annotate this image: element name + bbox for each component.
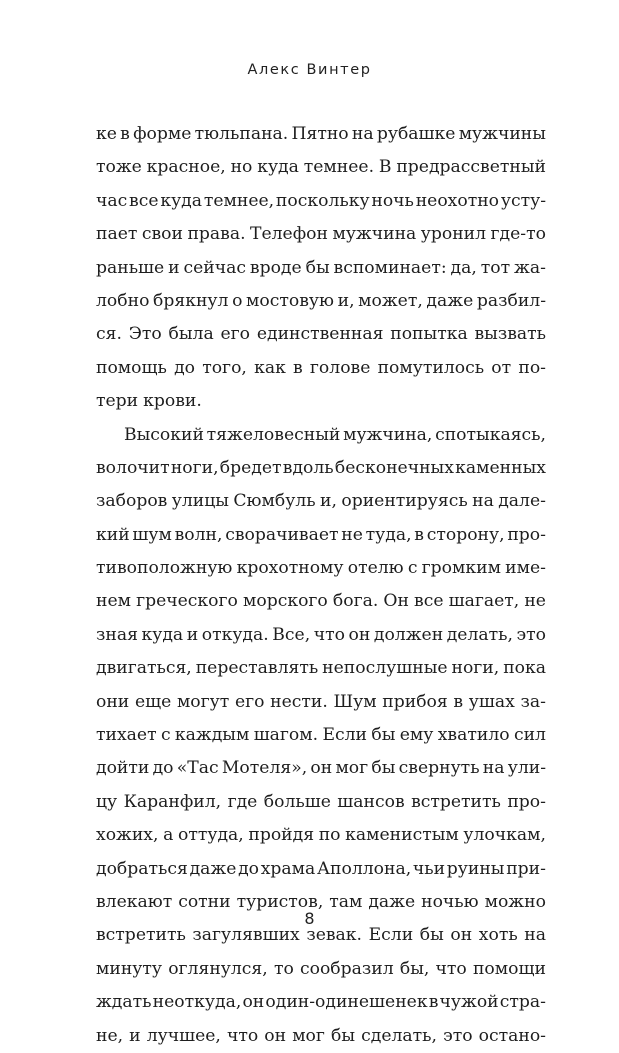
word: шагом. [253,725,319,746]
word: бредет [219,457,282,478]
word: темнее. [303,157,375,178]
word: волн, [174,524,223,545]
word: бы [419,925,444,946]
word: все [414,591,444,612]
word: куда [160,190,203,211]
word: ориентируясь [341,491,468,512]
word: улицы [171,491,229,512]
word: единственная [256,324,384,345]
word: нем [96,591,131,612]
word: при- [506,858,546,879]
text-line [96,252,546,285]
word: до [174,357,195,378]
word: туда, [365,524,412,545]
word: нести. [270,691,328,712]
word: сделать, [361,1025,437,1046]
word: вроде [249,257,302,278]
word: мужчины [458,124,546,144]
word: по- [518,357,546,378]
word: дойти [96,758,150,779]
text-line [96,986,546,1019]
text-line [96,452,546,485]
word: темнее, [203,190,275,211]
word: греческого [136,591,238,612]
text-line [96,185,546,218]
text-line [96,786,546,819]
word: про- [507,524,546,545]
word: ему [399,725,434,746]
text-line [96,652,546,685]
word: свои [141,224,183,245]
word: сворачивает [225,524,339,545]
word: рубашке [376,124,456,144]
word: в [120,124,130,144]
word: в [453,691,464,712]
word: сторону, [426,524,505,545]
word: неохотно [415,190,500,211]
text-line [96,118,546,151]
word: он [264,1025,287,1046]
word: он [348,624,371,645]
word: хватило [437,725,510,746]
word: на [472,491,494,512]
word: мужчина [332,224,417,245]
word: в [414,524,424,545]
word: того, [202,357,247,378]
word: чьи [412,858,446,879]
word: это [443,1025,473,1046]
word: мог [335,758,369,779]
word: и, [337,290,355,311]
text-line [96,585,546,618]
word: пает [96,224,138,245]
word: сил [513,725,546,746]
word: оглянулся, [168,958,268,979]
word: улочкам, [463,825,546,846]
word: Высокий [124,424,204,445]
text-line [96,352,546,385]
word: про- [507,791,546,812]
word: о [232,290,243,311]
word: форме [133,124,192,144]
word: бы [371,758,396,779]
word: встретить [411,791,501,812]
word: даже [426,290,474,311]
word: Аполлона, [317,858,412,879]
word: больше [263,791,331,812]
word: усту- [500,190,546,211]
word: стра- [499,992,546,1013]
word: бы [331,1025,356,1046]
word: помощи [472,958,546,979]
word: его [220,324,251,345]
word: тихает [96,725,157,746]
word: сотни [178,891,231,912]
word: каждым [174,725,250,746]
word: Он [383,591,409,612]
word: Каранфил, [123,791,222,812]
word: Это [128,324,162,345]
word: лобно [96,290,150,311]
word: бы [305,257,330,278]
word: влекают [96,891,173,912]
word: не, [96,1025,124,1046]
word: да, [450,257,477,278]
word: руины [446,858,505,879]
text-line [96,1020,546,1053]
word: тоже [96,157,142,178]
word: Мотеля», [221,758,308,779]
word: ночью [421,891,479,912]
word: ноги, [451,658,500,679]
word: и [186,624,199,645]
word: бы, [399,958,430,979]
word: прибоя [382,691,448,712]
word: бога. [332,591,379,612]
word: Шум [333,691,377,712]
word: встретить [96,925,186,946]
word: тот [480,257,511,278]
word: куда [141,624,184,645]
word: что [226,1025,259,1046]
word: может, [358,290,423,311]
word: неоткуда, [152,992,242,1013]
word: добраться [96,858,188,879]
word: В [378,157,392,178]
word: они [96,691,130,712]
word: с [407,558,418,579]
word: шансов [337,791,405,812]
word: как [254,357,286,378]
word: и [129,1025,141,1046]
word: Пятно [291,124,349,144]
word: это [516,624,546,645]
word: остано- [478,1025,546,1046]
word: его [234,691,265,712]
word: не [341,524,363,545]
text-line [96,719,546,752]
word: сообразил [299,958,394,979]
word: ке [96,124,117,144]
word: должен [373,624,444,645]
word: но [230,157,253,178]
word: в [293,357,303,378]
text-line [96,385,546,418]
word: там [329,891,363,912]
word: от [491,357,512,378]
word: ночь [371,190,414,211]
word: каменных [455,457,546,478]
word: где [227,791,258,812]
word: мужчина, [343,424,433,445]
word: права. [187,224,246,245]
word: волочит [96,457,170,478]
text-line [96,218,546,251]
word: Если [368,925,414,946]
word: ули- [507,758,546,779]
word: сейчас [183,257,246,278]
word: по [318,825,341,846]
word: име- [505,558,546,579]
word: спотыкаясь, [435,424,546,445]
text-line [96,619,546,652]
word: попытка [390,324,468,345]
word: с [160,725,171,746]
word: еще [134,691,172,712]
word: пройдя [248,825,315,846]
word: Телефон [250,224,328,245]
word: туристов, [236,891,324,912]
word: Все, [272,624,311,645]
word: шагает, [448,591,520,612]
word: зевак. [306,925,363,946]
word: цу [96,791,118,812]
text-line [96,519,546,552]
word: Если [322,725,368,746]
word: час [96,190,128,211]
word: ноги, [170,457,219,478]
word: на [524,925,546,946]
word: тяжеловесный [206,424,341,445]
word: уронил [420,224,487,245]
word: мостовую [246,290,334,311]
word: ся. [96,324,122,345]
word: крови. [143,391,202,412]
word: предрассветный [396,157,546,178]
word: храма [260,858,316,879]
word: зная [96,624,138,645]
word: крохотному [236,558,344,579]
text-line [96,552,546,585]
text-line [96,853,546,886]
word: загулявших [192,925,300,946]
word: оттуда, [177,825,244,846]
word: Сюмбуль [233,491,316,512]
word: свернуть [398,758,480,779]
text-line [96,419,546,452]
word: вспоминает: [333,257,447,278]
word: куда [257,157,299,178]
word: каменистым [345,825,459,846]
text-line [96,318,546,351]
text-line [96,285,546,318]
word: двигаться, [96,658,192,679]
word: красное, [146,157,226,178]
word: не [524,591,546,612]
word: бы [371,725,396,746]
word: на [482,758,505,779]
word: морского [242,591,328,612]
word: можно [484,891,546,912]
word: тери [96,391,139,412]
word: заборов [96,491,168,512]
word: тивоположную [96,558,233,579]
word: чужой [439,992,499,1013]
page-number: 8 [304,909,315,928]
word: откуда. [201,624,269,645]
word: вдоль [282,457,334,478]
word: все [129,190,159,211]
word: кий [96,524,130,545]
word: переставлять [195,658,319,679]
word: он [450,925,473,946]
word: где-то [490,224,546,245]
word: пока [503,658,546,679]
word: хожих, [96,825,159,846]
word: мог [292,1025,325,1046]
text-line [96,953,546,986]
word: раньше [96,257,165,278]
word: помощь [96,357,167,378]
word: на [351,124,374,144]
word: ушах [468,691,515,712]
word: разбил- [476,290,546,311]
word: делать, [446,624,513,645]
word: бесконечных [334,457,454,478]
text-line [96,151,546,184]
word: он [310,758,333,779]
word: лучшее, [146,1025,221,1046]
word: хоть [478,925,518,946]
word: «Тас [176,758,219,779]
text-line [96,752,546,785]
word: тюльпана. [194,124,289,144]
word: отелю [347,558,404,579]
word: за- [520,691,546,712]
text-line [96,485,546,518]
word: даже [368,891,416,912]
word: громким [421,558,501,579]
word: до [238,858,260,879]
word: один-одинешенек [265,992,428,1013]
word: минуту [96,958,163,979]
text-line [96,686,546,719]
word: а [163,825,174,846]
text-line [96,819,546,852]
word: ждать [96,992,152,1013]
word: непослушные [322,658,448,679]
running-head-author: Алекс Винтер [247,62,372,78]
word: шум [132,524,172,545]
word: и, [320,491,337,512]
word: была [168,324,214,345]
word: голове [309,357,371,378]
word: что [435,958,467,979]
word: он [242,992,265,1013]
word: дале- [498,491,546,512]
word: поскольку [275,190,370,211]
word: даже [189,858,237,879]
word: помутилось [377,357,485,378]
word: вызвать [474,324,546,345]
word: могут [176,691,230,712]
word: жа- [514,257,546,278]
word: и [168,257,180,278]
word: брякнул [153,290,229,311]
word: что [313,624,345,645]
word: в [428,992,439,1013]
word: то [273,958,294,979]
word: до [152,758,174,779]
